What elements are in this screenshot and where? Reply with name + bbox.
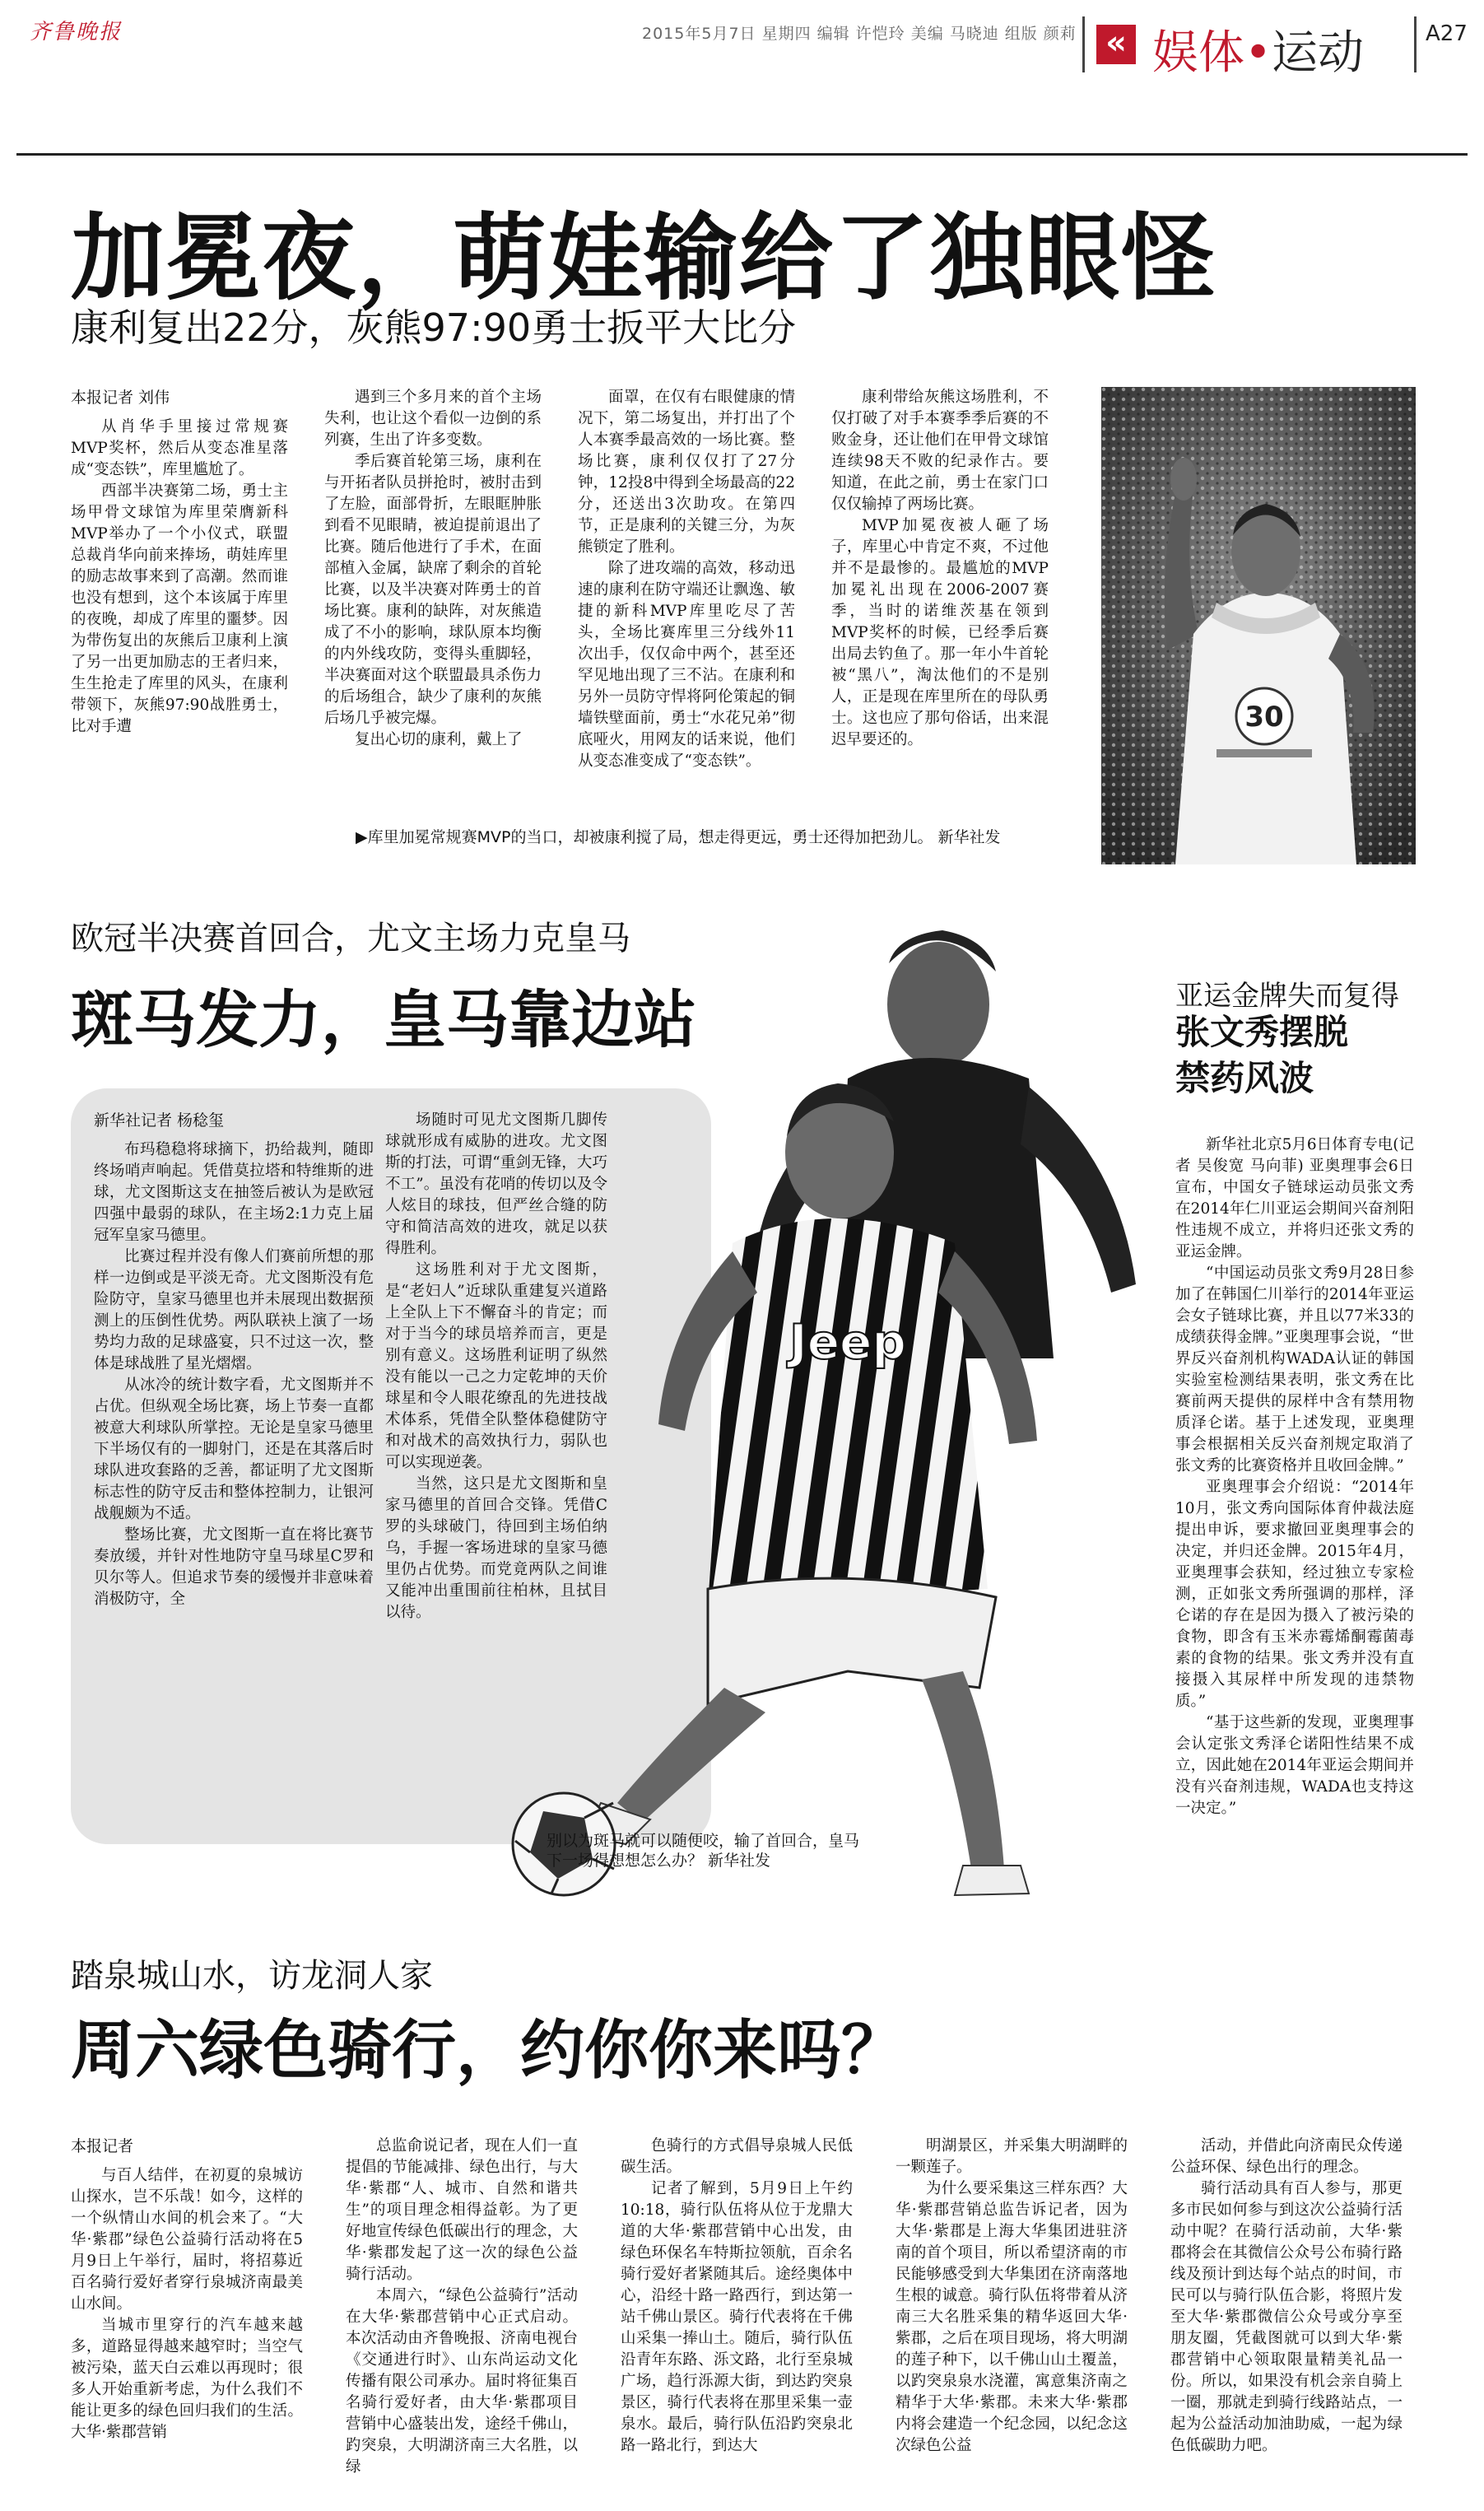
paragraph: 这场胜利对于尤文图斯，是“老妇人”近球队重建复兴道路上全队上下不懈奋斗的肯定；而对于当今的球员培养而言，更是别有意义。这场胜利证明了纵然没有能以一己之力定乾坤的天价球星和令人眼花缭乱的先进技战术体系，凭借全队整体稳健防守和对战术的高效执行力，弱队也可以实现逆袭。 <box>385 1261 607 1471</box>
paragraph: 面罩，在仅有右眼健康的情况下，第二场复出，并打出了个人本赛季最高效的一场比赛。整场比赛，康利仅仅打了27分钟，12投8中得到全场最高的22分，还送出3次助攻。在第四节，正是康利的关键三分，为灰熊锁定了胜利。 <box>578 389 795 556</box>
story1-column-3 <box>578 387 795 815</box>
paragraph: 当城市里穿行的汽车越来越多，道路显得越来越窄时；当空气被污染，蓝天白云难以再现时；很多人开始重新考虑，为什么我们不能让更多的绿色回归我们的生活。大华·紫郡营销 <box>71 2317 303 2441</box>
paragraph: 当然，这只是尤文图斯和皇家马德里的首回合交锋。凭借C罗的头球破门，待回到主场伯纳乌，手握一客场进球的皇家马德里仍占优势。而党竟两队之间谁又能冲出重围前往柏林，且拭目以待。 <box>385 1475 607 1620</box>
sidebar-kicker: 亚运金牌失而复得 <box>1175 980 1399 1013</box>
paragraph: 亚奥理事会介绍说：“2014年10月，张文秀向国际体育仲裁法庭提出申诉，要求撤回亚奥理事会的决定，并归还金牌。2015年4月，亚奥理事会获知，经过独立专家检测，正如张文秀所强调的那样，泽仑诺的存在是因为摄入了被污染的食物，即含有玉米赤霉烯酮霉菌毒素的食物的结果。张文秀并没有直接摄入其尿样中所发现的违禁物质。” <box>1175 1479 1414 1710</box>
story3-column-2 <box>346 2136 578 2498</box>
story2-kicker: 欧冠半决赛首回合，尤文主场力克皇马 <box>71 920 630 957</box>
page-dateline: 2015年5月7日 星期四 编辑 许恺玲 美编 马晓迪 组版 颜莉 <box>642 25 1077 43</box>
story1-column-4 <box>831 387 1049 815</box>
paragraph: 新华社北京5月6日体育专电(记者 吴俊宽 马向菲) 亚奥理事会6日宣布，中国女子链球运动员张文秀在2014年仁川亚运会期间兴奋剂阳性违规不成立，并将归还张文秀的亚运金牌。 <box>1175 1136 1414 1260</box>
paragraph: “基于这些新的发现，亚奥理事会认定张文秀泽仑诺阳性结果不成立，因此她在2014年亚运会期间并没有兴奋剂违规，WADA也支持这一决定。” <box>1175 1714 1414 1817</box>
story2-byline: 新华社记者 杨稔玺 <box>94 1111 225 1130</box>
paragraph: 与百人结伴，在初夏的泉城访山探水，岂不乐哉！如今，这样的一个纵情山水间的机会来了。“大华·紫郡”绿色公益骑行活动将在5月9日上午举行，届时，将招募近百名骑行爱好者穿行泉城济南最美山水间。 <box>71 2167 303 2313</box>
paragraph: 比赛过程并没有像人们赛前所想的那样一边倒或是平淡无奇。尤文图斯没有危险防守，皇家马德里也并未展现出数据预测上的压倒性优势。两队联袂上演了一场势均力敌的足球盛宴，只不过这一次，整体是球战胜了星光熠熠。 <box>94 1248 374 1372</box>
story3-column-4 <box>896 2136 1128 2498</box>
football-players-photo <box>461 897 1193 1926</box>
paragraph: 从冰冷的统计数字看，尤文图斯并不占优。但纵观全场比赛，场上节奏一直都被意大利球队所掌控。无论是皇家马德里下半场仅有的一脚射门，还是在其落后时球队进攻套路的乏善，都证明了尤文图斯标志性的防守反击和整体控制力，让银河战舰颇为不适。 <box>94 1377 374 1522</box>
section-title <box>1152 16 1364 82</box>
page-number: A27 <box>1426 21 1468 46</box>
paragraph: 场随时可见尤文图斯几脚传球就形成有威胁的进攻。尤文图斯的打法，可谓“重剑无锋，大巧不工”。虽没有花哨的传切以及令人炫目的球技，但严丝合缝的防守和简洁高效的进攻，就足以获得胜利。 <box>385 1111 607 1257</box>
paragraph: 骑行活动具有百人参与，那更多市民如何参与到这次公益骑行活动中呢？在骑行活动前，大华·紫郡将会在其微信公众号公布骑行路线及预计到达每个站点的时间，市民可以与骑行队伍合影，将照片发至大华·紫郡微信公众号或分享至朋友圈，凭截图就可以到大华·紫郡营销中心领取限量精美礼品一份。所以，如果没有机会亲自骑上一圈，那就走到骑行线路站点，一起为公益活动加油助威，一起为绿色低碳助力吧。 <box>1170 2180 1403 2454</box>
paragraph: 本周六，“绿色公益骑行”活动在大华·紫郡营销中心正式启动。本次活动由齐鲁晚报、济南电视台《交通进行时》、山东尚运动文化传播有限公司承办。届时将征集百名骑行爱好者，由大华·紫郡项目营销中心盛装出发，途经千佛山，趵突泉，大明湖济南三大名胜，以绿 <box>346 2287 578 2476</box>
sidebar-title-line: 禁药风波 <box>1175 1058 1314 1098</box>
story3-headline: 周六绿色骑行，约你你来吗？ <box>71 2014 906 2088</box>
paragraph: 除了进攻端的高效，移动迅速的康利在防守端还让飘逸、敏捷的新科MVP库里吃尽了苦头，全场比赛库里三分线外11次出手，仅仅命中两个，甚至还罕见地出现了三不沾。在康利和另外一员防守悍将阿伦策起的铜墙铁壁面前，勇士“水花兄弟”彻底哑火，用网友的话来说，他们从变态准变成了“变态铁”。 <box>578 560 795 770</box>
paragraph: 从肖华手里接过常规赛MVP奖杯，然后从变态准星落成“变态铁”，库里尴尬了。 <box>71 418 288 478</box>
section-dot: • <box>1244 26 1272 80</box>
paragraph: 明湖景区，并采集大明湖畔的一颗莲子。 <box>896 2137 1128 2176</box>
header-divider-right <box>1414 16 1417 72</box>
section-sub: 运动 <box>1272 26 1365 80</box>
story2-headline: 斑马发力，皇马靠边站 <box>71 983 696 1056</box>
paragraph: 复出心切的康利，戴上了 <box>355 731 523 748</box>
paragraph: 布玛稳稳将球摘下，扔给裁判，随即终场哨声响起。凭借莫拉塔和特维斯的进球，尤文图斯这支在抽签后被认为是欧冠四强中最弱的球队，在主场2:1力克上届冠军皇家马德里。 <box>94 1141 374 1244</box>
paragraph: “中国运动员张文秀9月28日参加了在韩国仁川举行的2014年亚运会女子链球比赛，并且以77米33的成绩获得金牌。”亚奥理事会说，“世界反兴奋剂机构WADA认证的韩国实验室检测结果表明，张文秀在比赛前两天提供的尿样中含有禁用物质泽仑诺。基于上述发现，亚奥理事会根据相关反兴奋剂规定取消了张文秀的比赛资格并且收回金牌。” <box>1175 1265 1414 1474</box>
paragraph: 西部半决赛第二场，勇士主场甲骨文球馆为库里荣膺新科MVP举办了一个小仪式，联盟总裁肖华向前来捧场，萌娃库里的励志故事来到了高潮。然而谁也没有想到，这个本该属于库里的夜晚，却成了库里的噩梦。因为带伤复出的灰熊后卫康利上演了另一出更加励志的王者归来，生生抢走了库里的风头，在康利带领下，灰熊97:90战胜勇士，比对手遭 <box>71 482 288 735</box>
paragraph: 活动，并借此向济南民众传递公益环保、绿色出行的理念。 <box>1170 2137 1403 2176</box>
story1-subheadline: 康利复出22分，灰熊97:90勇士扳平大比分 <box>71 305 797 350</box>
header-divider <box>1082 16 1085 72</box>
paragraph: 为什么要采集这三样东西？大华·紫郡营销总监告诉记者，因为大华·紫郡是上海大华集团进驻济南的首个项目，所以希望济南的市民能够感受到大华集团在济南落地生根的诚意。骑行队伍将带着从济南三大名胜采集的精华返回大华·紫郡，之后在项目现场，将大明湖的莲子种下，以千佛山山土覆盖，以趵突泉泉水浇灌，寓意集济南之精华于大华·紫郡。未来大华·紫郡内将会建造一个纪念园，以纪念这次绿色公益 <box>896 2180 1128 2454</box>
paragraph: 遇到三个多月来的首个主场失利，也让这个看似一边倒的系列赛，生出了许多变数。 <box>324 389 542 449</box>
story3-byline: 本报记者 <box>71 2137 134 2155</box>
story2-column-1 <box>94 1110 374 1637</box>
story1-column-2 <box>324 387 542 815</box>
paragraph: 记者了解到，5月9日上午约10:18，骑行队伍将从位于龙鼎大道的大华·紫郡营销中心出发，由绿色环保名车特斯拉领航，百余名骑行爱好者紧随其后。途经奥体中心，沿经十路一路西行，到达第一站千佛山景区。骑行代表将在千佛山采集一捧山土。随后，骑行队伍沿青年东路、泺文路，北行至泉城广场，趋行泺源大街，到达趵突泉景区，骑行代表将在那里采集一壶泉水。最后，骑行队伍沿趵突泉北路一路北行，到达大 <box>621 2180 853 2454</box>
story1-byline: 本报记者 刘伟 <box>71 389 170 407</box>
section-chevron-icon: « <box>1096 25 1136 64</box>
story1-column-1 <box>71 387 288 815</box>
sidebar-title-line: 张文秀摆脱 <box>1175 1012 1349 1052</box>
shirt-sponsor: Jeep <box>789 1314 906 1370</box>
sidebar-text <box>1175 1134 1414 1842</box>
story3-column-5 <box>1170 2136 1403 2498</box>
header-rule <box>16 153 1468 156</box>
newspaper-masthead: 齐鲁晚报 <box>30 20 123 44</box>
curry-photo <box>1101 387 1416 864</box>
paragraph: 色骑行的方式倡导泉城人民低碳生活。 <box>621 2137 853 2176</box>
jersey-number: 30 <box>1244 701 1284 734</box>
paragraph: 整场比赛，尤文图斯一直在将比赛节奏放缓，并针对性地防守皇马球星C罗和贝尔等人。但追求节奏的缓慢并非意味着消极防守，全 <box>94 1526 374 1608</box>
paragraph: MVP加冕夜被人砸了场子，库里心中肯定不爽，不过他并不是最惨的。最尴尬的MVP加冕礼出现在2006-2007赛季，当时的诺维茨基在领到MVP奖杯的时候，已经季后赛出局去钓鱼了。那一年小牛首轮被“黑八”，淘汰他们的不是别人，正是现在库里所在的母队勇士。这也应了那句俗话，出来混迟早要还的。 <box>831 517 1049 748</box>
story2-photo-caption: 别以为斑马就可以随便咬，输了首回合，皇马下一场得想想怎么办？ 新华社发 <box>547 1832 860 1870</box>
story3-column-3 <box>621 2136 853 2498</box>
paragraph: 季后赛首轮第三场，康利在与开拓者队员拼抢时，被肘击到了左脸，面部骨折，左眼眶肿胀到看不见眼睛，被迫提前退出了比赛。随后他进行了手术，在面部植入金属，缺席了剩余的首轮比赛，以及半决赛对阵勇士的首场比赛。康利的缺阵，对灰熊造成了不小的影响，球队原本均衡的内外线攻防，变得头重脚轻，半决赛面对这个联盟最具杀伤力的后场组合，缺少了康利的灰熊后场几乎被完爆。 <box>324 453 542 727</box>
section-main: 娱体 <box>1152 26 1244 80</box>
story1-headline: 加冕夜，萌娃输给了独眼怪 <box>71 203 1217 313</box>
sidebar-title <box>1175 1009 1348 1102</box>
story1-photo-caption: ▶库里加冕常规赛MVP的当口，却被康利搅了局，想走得更远，勇士还得加把劲儿。 新华社发 <box>356 828 1001 846</box>
story3-kicker: 踏泉城山水，访龙洞人家 <box>71 1957 433 1995</box>
paragraph: 总监俞说记者，现在人们一直提倡的节能减排、绿色出行，与大华·紫郡“人、城市、自然和谐共生”的项目理念相得益彰。为了更好地宣传绿色低碳出行的理念，大华·紫郡发起了这一次的绿色公益骑行活动。 <box>346 2137 578 2283</box>
paragraph: 康利带给灰熊这场胜利，不仅打破了对手本赛季季后赛的不败金身，还让他们在甲骨文球馆连续98天不败的纪录作古。要知道，在此之前，勇士在家门口仅仅输掉了两场比赛。 <box>831 389 1049 513</box>
story3-column-1 <box>71 2136 303 2498</box>
